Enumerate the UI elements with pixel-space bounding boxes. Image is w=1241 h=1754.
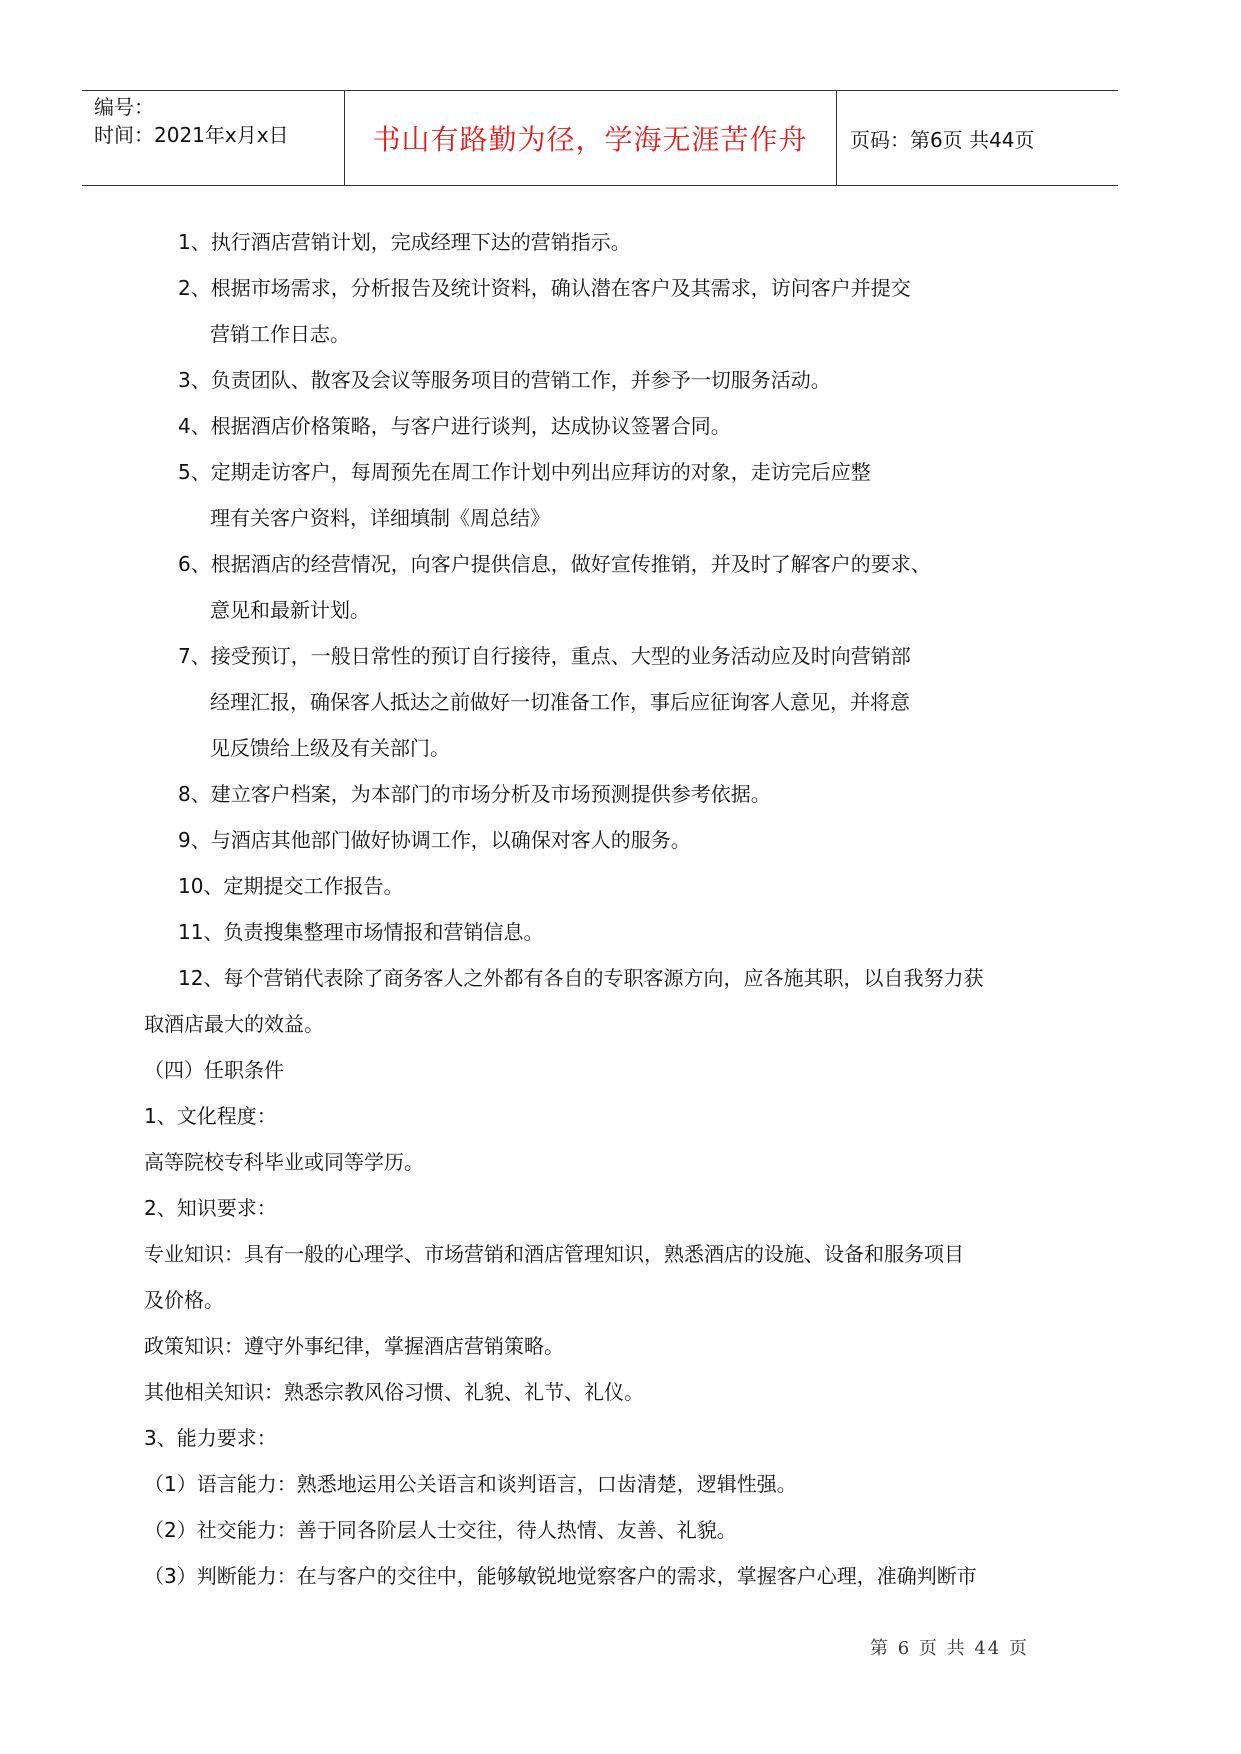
text-line: 经理汇报，确保客人抵达之前做好一切准备工作，事后应征询客人意见，并将意 xyxy=(210,690,910,714)
text-line: 1、执行酒店营销计划，完成经理下达的营销指示。 xyxy=(178,230,631,254)
text-line: 6、根据酒店的经营情况，向客户提供信息，做好宣传推销，并及时了解客户的要求、 xyxy=(178,552,931,576)
text-line: 理有关客户资料，详细填制《周总结》 xyxy=(210,506,550,530)
text-line: 4、根据酒店价格策略，与客户进行谈判，达成协议签署合同。 xyxy=(178,414,731,438)
text-line: 见反馈给上级及有关部门。 xyxy=(210,736,450,760)
text-line: 取酒店最大的效益。 xyxy=(144,1012,324,1036)
text-line: 7、接受预订，一般日常性的预订自行接待，重点、大型的业务活动应及时向营销部 xyxy=(178,644,911,668)
text-line: 1、文化程度： xyxy=(144,1104,277,1128)
text-line: 12、每个营销代表除了商务客人之外都有各自的专职客源方向，应各施其职，以自我努力获 xyxy=(178,966,984,990)
text-line: 意见和最新计划。 xyxy=(210,598,370,622)
text-line: 10、定期提交工作报告。 xyxy=(178,874,404,898)
text-line: 11、负责搜集整理市场情报和营销信息。 xyxy=(178,920,544,944)
text-line: 3、负责团队、散客及会议等服务项目的营销工作，并参予一切服务活动。 xyxy=(178,368,831,392)
text-line: 及价格。 xyxy=(144,1288,224,1312)
text-line: 2、根据市场需求，分析报告及统计资料，确认潜在客户及其需求，访问客户并提交 xyxy=(178,276,911,300)
text-line: 3、能力要求： xyxy=(144,1426,277,1450)
header-divider xyxy=(836,91,837,185)
text-line: 营销工作日志。 xyxy=(210,322,350,346)
header-meta xyxy=(94,93,289,149)
page-header xyxy=(82,90,1118,186)
text-line: （2）社交能力：善于同各阶层人士交往，待人热情、友善、礼貌。 xyxy=(144,1518,737,1542)
section-heading: （四）任职条件 xyxy=(144,1058,284,1082)
text-line: 2、知识要求： xyxy=(144,1196,277,1220)
text-line: 专业知识：具有一般的心理学、市场营销和酒店管理知识，熟悉酒店的设施、设备和服务项目 xyxy=(144,1242,964,1266)
text-line: 政策知识：遵守外事纪律，掌握酒店营销策略。 xyxy=(144,1334,564,1358)
header-motto: 书山有路勤为径，学海无涯苦作舟 xyxy=(372,123,808,156)
header-page-number: 页码：第6页 共44页 xyxy=(850,127,1035,152)
text-line: 其他相关知识：熟悉宗教风俗习惯、礼貌、礼节、礼仪。 xyxy=(144,1380,644,1404)
text-line: 8、建立客户档案，为本部门的市场分析及市场预测提供参考依据。 xyxy=(178,782,771,806)
text-line: 5、定期走访客户，每周预先在周工作计划中列出应拜访的对象，走访完后应整 xyxy=(178,460,871,484)
text-line: 9、与酒店其他部门做好协调工作，以确保对客人的服务。 xyxy=(178,828,691,852)
document-number-label: 编号： xyxy=(94,95,154,119)
text-line: （1）语言能力：熟悉地运用公关语言和谈判语言，口齿清楚，逻辑性强。 xyxy=(144,1472,797,1496)
document-date-label: 时间：2021年x月x日 xyxy=(94,123,289,147)
text-line: （3）判断能力：在与客户的交往中，能够敏锐地觉察客户的需求，掌握客户心理，准确判断市 xyxy=(144,1564,977,1588)
text-line: 高等院校专科毕业或同等学历。 xyxy=(144,1150,424,1174)
page-footer: 第 6 页 共 44 页 xyxy=(870,1638,1029,1659)
